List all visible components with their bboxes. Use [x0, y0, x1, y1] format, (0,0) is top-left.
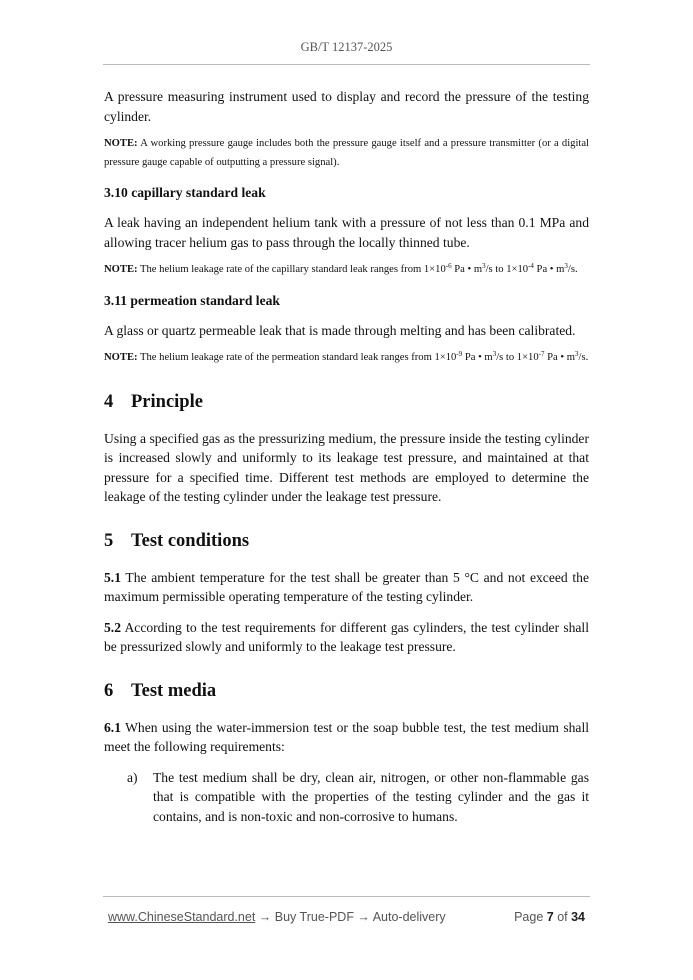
- note-label: NOTE:: [104, 264, 138, 275]
- page-total: 34: [571, 910, 585, 924]
- clause-5-1: [104, 568, 589, 607]
- header-rule: [103, 64, 590, 65]
- clause-number: 5.2: [104, 619, 121, 635]
- chapter-heading-5: [104, 529, 589, 553]
- clause-5-2: [104, 618, 589, 657]
- footer-rule: [103, 896, 590, 897]
- chapter-title: Principle: [131, 391, 203, 412]
- page-header: [0, 40, 693, 55]
- of-label: of: [553, 910, 572, 924]
- buy-pdf-link[interactable]: Buy True-PDF: [274, 910, 354, 924]
- clause-text: The ambient temperature for the test shall be greater than 5 °C and not exceed the maximum permissible operating temperature of the testing cylinder.: [104, 569, 589, 604]
- page-label: Page: [514, 910, 547, 924]
- chapter-number: 6: [104, 680, 114, 701]
- chapter-title: Test conditions: [131, 530, 250, 551]
- note-text: The helium leakage rate of the capillary standard leak ranges from $1\times 10^{-6}$ Pa • $m^3/s$ to $1\times 10^{-4}$ Pa • $m^3/s$.: [140, 262, 578, 275]
- note-text: A working pressure gauge includes both the pressure gauge itself and a pressure transmitter (or a digital pressure gauge capable of outputting a pressure signal).: [104, 138, 589, 168]
- arrow-icon: →: [255, 910, 275, 924]
- note-label: NOTE:: [104, 352, 138, 363]
- chapter-heading-6: [104, 679, 589, 703]
- list-marker: a): [127, 769, 138, 785]
- clause-text: When using the water-immersion test or the soap bubble test, the test medium shall meet the following requirements:: [104, 719, 589, 754]
- chapter-number: 4: [104, 391, 114, 412]
- arrow-icon: →: [353, 910, 373, 924]
- document-id: GB/T 12137-2025: [300, 40, 393, 54]
- note-paragraph: [104, 261, 589, 280]
- note-paragraph: [104, 135, 589, 172]
- list-item: [104, 768, 589, 827]
- principle-paragraph: Using a specified gas as the pressurizing medium, the pressure inside the testing cylinder is increased slowly and uniformly to its leakage test pressure, and maintained at that pressure for a specified time. Different test methods are employed to determine the leakage of the testing cylinder under the leakage test pressure.: [104, 430, 589, 504]
- note-label: NOTE:: [104, 138, 138, 149]
- note-text: The helium leakage rate of the permeation standard leak ranges from $1\times 10^{-9}$ Pa • $m^3/s$ to $1\times 10^{-7}$ Pa • $m^3/s$.: [140, 350, 589, 363]
- section-heading-3-10: 3.10 capillary standard leak: [104, 185, 266, 200]
- page-indicator: [514, 910, 585, 924]
- chapter-title: Test media: [131, 680, 217, 701]
- page-content: [104, 87, 589, 826]
- site-link[interactable]: www.ChineseStandard.net: [108, 910, 256, 924]
- chapter-heading-4: [104, 390, 589, 414]
- definition-paragraph: A pressure measuring instrument used to display and record the pressure of the testing cylinder.: [104, 89, 589, 124]
- chapter-number: 5: [104, 530, 114, 551]
- clause-number: 6.1: [104, 719, 121, 735]
- section-heading-3-11: 3.11 permeation standard leak: [104, 292, 280, 308]
- clause-6-1: [104, 718, 589, 757]
- definition-paragraph: A glass or quartz permeable leak that is made through melting and has been calibrated.: [104, 322, 576, 338]
- footer-links: [108, 910, 446, 924]
- list-item-text: The test medium shall be dry, clean air, nitrogen, or other non-flammable gas that is compatible with the properties of the testing cylinder and the gas it contains, and is non-toxic and non-corrosive to humans.: [153, 769, 589, 824]
- clause-number: 5.1: [104, 569, 121, 585]
- definition-paragraph: A leak having an independent helium tank with a pressure of not less than 0.1 MPa and allowing tracer helium gas to pass through the locally thinned tube.: [104, 215, 589, 250]
- clause-text: According to the test requirements for different gas cylinders, the test cylinder shall be pressurized slowly and uniformly to the leakage test pressure.: [104, 619, 589, 654]
- auto-delivery-text: Auto-delivery: [372, 910, 446, 924]
- note-paragraph: [104, 349, 589, 368]
- page-number: 7: [546, 910, 554, 924]
